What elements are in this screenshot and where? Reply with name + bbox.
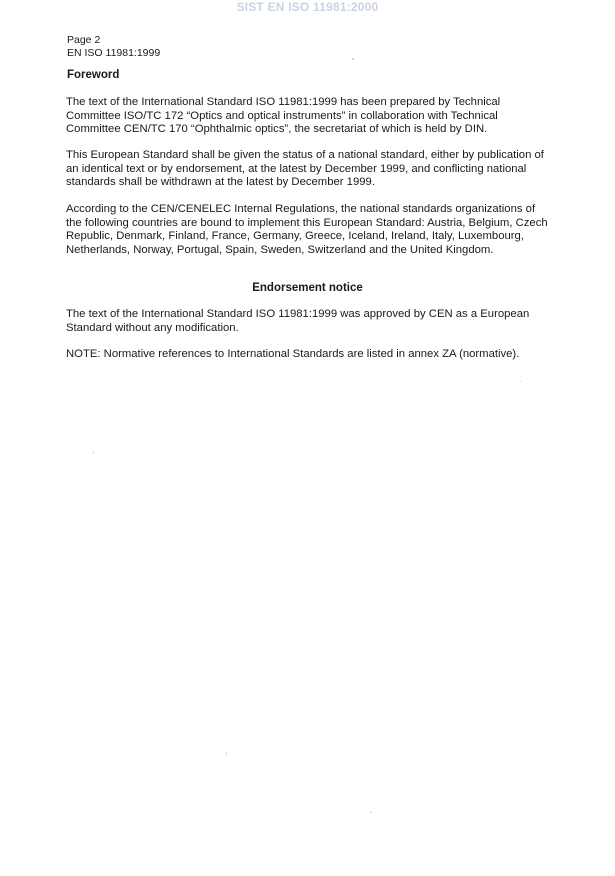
document-watermark: SIST EN ISO 11981:2000 — [236, 0, 379, 14]
scan-noise: ⋅ ⋅⋅ ⋅⋅ ⋅ — [268, 487, 288, 502]
scan-noise: ⋅ ⋅ ⋅⋅ ⋅ ⋅ ⋅ ⋅ ⋅⋅ ⋅ ⋅ ⋅ — [200, 517, 258, 532]
foreword-heading: Foreword — [67, 69, 120, 81]
scan-speck — [93, 452, 94, 454]
page-number: Page 2 — [67, 34, 101, 46]
foreword-paragraph-1: The text of the International Standard ISO 11981:1999 has been prepared by Technical Committee ISO/TC 172 “Optics and optical instruments” in collaboration with Technical Committee CEN/TC 170 “Ophthalmic optics”, the secretariat of which is held by DIN. — [66, 96, 501, 136]
scan-speck — [520, 381, 521, 382]
foreword-paragraph-2: This European Standard shall be given the status of a national standard, either by publication of an identical text or by endorsement, at the latest by December 1999, and conflicting national standards shall be withdrawn at the latest by December 1999. — [66, 149, 544, 189]
normative-note: NOTE: Normative references to International Standards are listed in annex ZA (normative). — [66, 348, 520, 360]
standard-id: EN ISO 11981:1999 — [67, 46, 161, 59]
foreword-paragraph-3: According to the CEN/CENELEC Internal Regulations, the national standards organizations of the following countries are bound to implement this European Standard: Austria, Belgium, Czech Republic, Denmark, Finland, France, Germany, Greece, Iceland, Ireland, Italy, Luxembourg, Netherlands, Norway, Portugal, Spain, Sweden, Switzerland and the United Kingdom. — [66, 203, 548, 256]
scan-noise: ⋅ ⋅ ⋅ ⋅ ⋅ ⋅ ⋅ ⋅ ⋅ ⋅ ⋅ ⋅ ⋅ ⋅ — [186, 567, 268, 582]
scan-speck — [226, 752, 227, 755]
endorsement-text: The text of the International Standard ISO 11981:1999 was approved by CEN as a European Standard without any modification. — [66, 308, 530, 334]
scan-speck — [370, 812, 372, 813]
scan-speck — [352, 58, 354, 60]
page-header — [67, 34, 160, 59]
endorsement-heading: Endorsement notice — [252, 282, 363, 294]
